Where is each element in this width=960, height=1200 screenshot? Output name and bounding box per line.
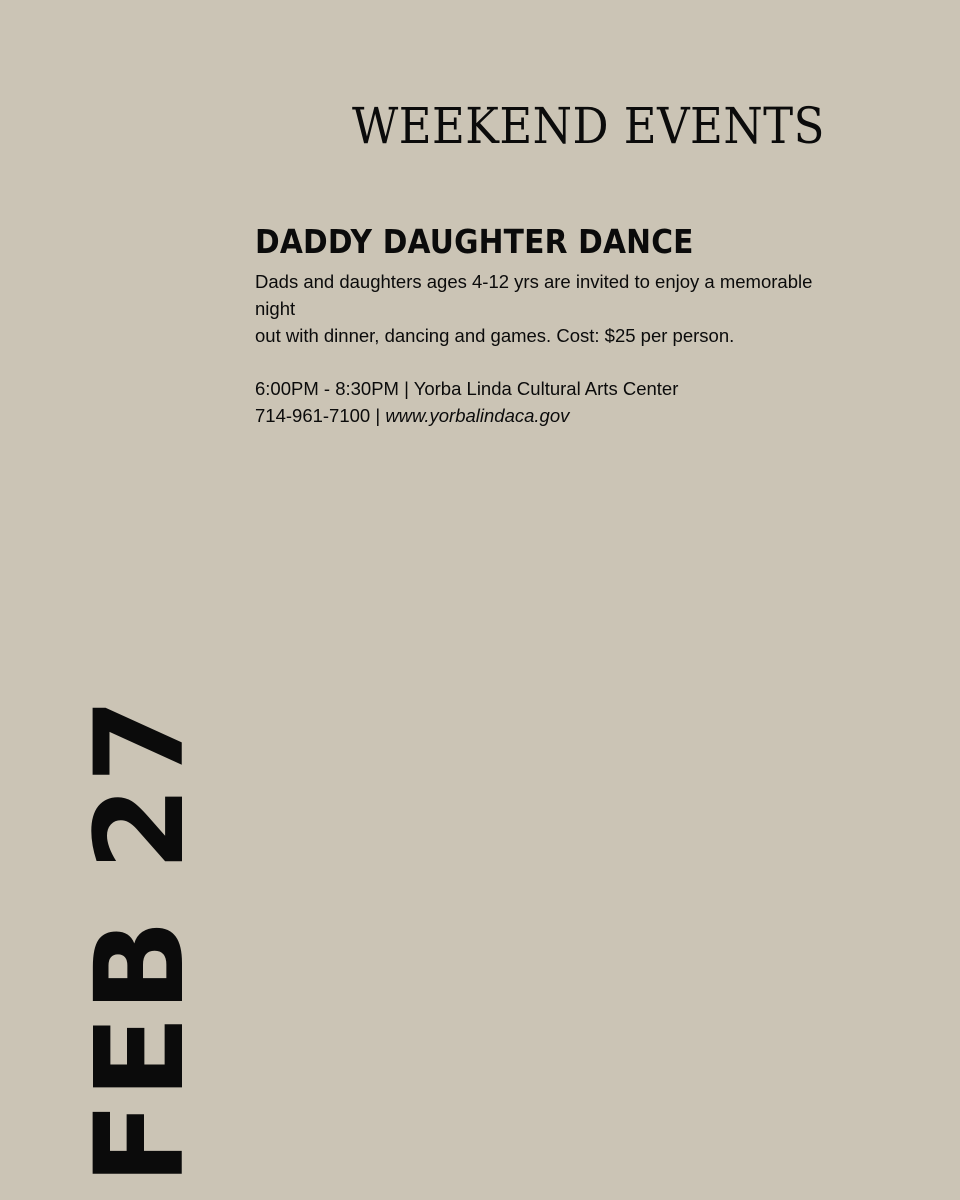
event-details bbox=[255, 220, 895, 429]
event-description-line-1: Dads and daughters ages 4-12 yrs are invited to enjoy a memorable night bbox=[255, 271, 813, 319]
event-location: Yorba Linda Cultural Arts Center bbox=[413, 378, 679, 399]
event-description-line-2: out with dinner, dancing and games. Cost: $25 per person. bbox=[255, 325, 735, 346]
event-time: 6:00PM - 8:30PM bbox=[255, 378, 399, 399]
separator: | bbox=[404, 378, 409, 399]
page-title: WEEKEND EVENTS bbox=[352, 97, 825, 155]
separator: | bbox=[375, 405, 381, 426]
event-website: www.yorbalindaca.gov bbox=[385, 405, 570, 426]
event-phone: 714-961-7100 bbox=[255, 405, 371, 426]
event-date: FEB 27 bbox=[69, 695, 211, 1185]
event-title: DADDY DAUGHTER DANCE bbox=[255, 222, 694, 261]
event-info bbox=[255, 375, 895, 429]
event-description bbox=[255, 268, 855, 349]
event-contact bbox=[255, 402, 895, 429]
event-time-location bbox=[255, 375, 895, 402]
